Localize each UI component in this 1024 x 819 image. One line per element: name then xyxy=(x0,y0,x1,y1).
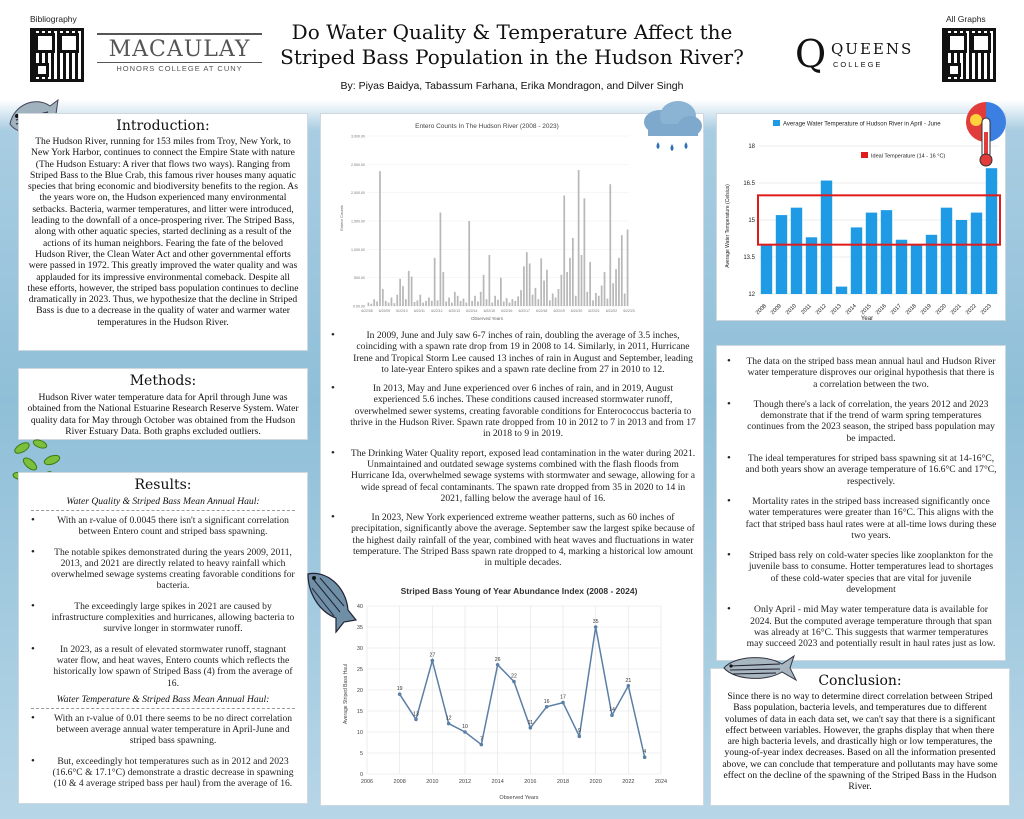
entero-bar xyxy=(578,170,580,306)
results-subheading-water-quality: Water Quality & Striped Bass Mean Annual Haul: xyxy=(66,496,260,507)
entero-bar xyxy=(558,289,560,306)
entero-count-chart xyxy=(337,118,637,324)
entero-bar xyxy=(512,299,514,306)
list-item: • But, exceedingly hot temperatures such as in 2012 and 2023 (16.6°C & 17.1°C) demonstrate a drastic decrease in spawning (10 & 4 average striped bass per haul) from the average of 16. xyxy=(21,756,305,790)
divider xyxy=(31,708,295,709)
temp-x-tick-label: 2016 xyxy=(874,303,888,317)
temp-bar xyxy=(761,245,772,294)
entero-bar xyxy=(532,295,534,306)
entero-x-tick-label: 6/22/10 xyxy=(396,309,408,313)
bass-x-tick-label: 2018 xyxy=(556,779,570,785)
entero-bar xyxy=(480,292,482,306)
entero-bar xyxy=(506,298,508,306)
entero-bar xyxy=(612,283,614,306)
entero-x-tick-label: 6/22/23 xyxy=(623,309,635,313)
queens-college-logo xyxy=(795,32,935,76)
entero-bar xyxy=(595,293,597,306)
entero-x-tick-label: 6/22/22 xyxy=(605,309,618,313)
entero-bar xyxy=(569,258,571,306)
list-item: • The data on the striped bass mean annual haul and Hudson River water temperature disproves our original hypothesis that there is a correlation between the two. xyxy=(717,356,1005,390)
middle-findings-list xyxy=(321,330,705,577)
entero-y-tick-label: 0.00.00 xyxy=(353,304,365,309)
bass-data-point xyxy=(496,663,500,667)
ideal-legend-swatch xyxy=(861,152,868,158)
bass-x-tick-label: 2014 xyxy=(491,779,504,785)
methods-panel xyxy=(18,368,308,440)
temp-x-tick-label: 2009 xyxy=(769,303,783,317)
bass-data-label: 9 xyxy=(577,728,581,735)
entero-bar xyxy=(491,303,493,306)
entero-bar xyxy=(509,303,511,306)
bass-data-point xyxy=(627,684,631,688)
entero-bar xyxy=(618,258,620,306)
introduction-panel xyxy=(18,113,308,351)
entero-bar xyxy=(414,302,416,306)
header xyxy=(0,0,1024,100)
entero-bar xyxy=(385,301,387,306)
conclusion-text: Since there is no way to determine direct correlation between Striped Bass population, bacteria levels, and temperatures due to different volumes of data in each data set, we can't say that there is a significant effect between variables. However, the graphs display that when there are high bacteria levels, and drastically high or low temperatures, the young-of-year index decreases. Based on all the information presented above, we can conclude that temperature and pollutants may have some effect on the decline of the spawning of the Striped Bass in the Hudson River. xyxy=(722,691,998,793)
queens-logo-name: QUEENS xyxy=(831,40,914,58)
entero-bar xyxy=(465,303,467,306)
entero-bar xyxy=(604,272,606,306)
entero-y-tick-label: 1,500.00 xyxy=(351,219,365,224)
entero-bar xyxy=(368,303,370,306)
all-graphs-qr-code[interactable] xyxy=(942,28,996,82)
entero-bar xyxy=(425,301,427,306)
entero-bar xyxy=(399,279,401,306)
temp-x-tick-label: 2017 xyxy=(889,303,903,317)
entero-x-tick-label: 6/22/20 xyxy=(570,309,583,313)
entero-bar xyxy=(405,299,407,306)
temp-x-tick-label: 2022 xyxy=(964,303,978,317)
entero-bar xyxy=(621,235,623,306)
list-item: • With an r-value of 0.0045 there isn't a significant correlation between Entero count and striped bass spawning. xyxy=(21,515,305,538)
bass-data-label: 14 xyxy=(609,707,615,714)
entero-x-tick-label: 6/22/13 xyxy=(448,309,460,313)
entero-bar xyxy=(581,255,583,306)
entero-bar xyxy=(615,269,617,306)
entero-bar xyxy=(393,303,395,306)
bass-data-point xyxy=(643,755,647,759)
entero-bar xyxy=(572,238,574,306)
bass-data-label: 35 xyxy=(592,619,599,625)
bass-data-label: 16 xyxy=(543,698,550,705)
entero-x-tick-label: 6/22/15 xyxy=(483,309,495,313)
bass-x-tick-label: 2022 xyxy=(622,779,635,785)
bass-data-label: 11 xyxy=(527,719,534,726)
bass-y-tick-label: 0 xyxy=(359,772,363,778)
bass-data-point xyxy=(463,730,467,734)
entero-bar xyxy=(609,184,611,306)
entero-bar xyxy=(560,275,562,306)
temp-y-tick-label: 13.5 xyxy=(743,255,755,261)
bass-data-label: 17 xyxy=(560,694,566,701)
entero-bar xyxy=(376,301,378,306)
temp-bar xyxy=(986,168,997,294)
entero-bar xyxy=(454,292,456,306)
temp-x-tick-label: 2008 xyxy=(754,303,768,317)
bass-data-label: 4 xyxy=(643,749,647,756)
temp-bar xyxy=(896,240,907,294)
bass-data-label: 10 xyxy=(462,724,468,730)
entero-bar xyxy=(575,296,577,306)
methods-heading: Methods: xyxy=(129,373,197,389)
rain-cloud-icon xyxy=(638,96,706,156)
list-item: • In 2023, New York experienced extreme weather patterns, such as 60 inches of precipitation, significantly above the average. September saw the largest spike because of the highest daily rainfall of the year, combined with heat waves and fluctuations in water temperature. The Striped Bass spawn rate dropped to 4, marking a historical low amount in multiple decades. xyxy=(321,512,705,568)
temp-x-tick-label: 2011 xyxy=(800,303,813,316)
entero-bar xyxy=(537,299,539,306)
entero-x-tick-label: 6/22/11 xyxy=(413,309,425,313)
entero-x-tick-label: 6/22/16 xyxy=(501,309,513,313)
entero-bar xyxy=(417,300,419,306)
entero-bar xyxy=(396,295,398,306)
macaulay-logo xyxy=(97,33,262,77)
entero-bar xyxy=(451,303,453,306)
bass-x-tick-label: 2024 xyxy=(654,779,668,785)
temp-y-tick-label: 15 xyxy=(748,218,755,224)
entero-x-tick-label: 6/22/17 xyxy=(518,309,530,313)
entero-bar xyxy=(437,300,439,306)
bass-y-tick-label: 35 xyxy=(356,625,363,631)
bass-data-point xyxy=(398,692,402,696)
entero-bar xyxy=(445,301,447,306)
entero-x-tick-label: 6/22/21 xyxy=(588,309,600,313)
entero-bar xyxy=(457,296,459,306)
list-item: • With an r-value of 0.01 there seems to be no direct correlation between average annual water temperature in April-June and striped bass spawning. xyxy=(21,713,305,747)
bass-data-point xyxy=(594,625,598,629)
entero-bar xyxy=(552,294,554,306)
list-item: • Striped bass rely on cold-water species like zooplankton for the juvenile bass to consume. Hotter temperatures lead to shortages of these cold-water species that are vital for juvenile development xyxy=(717,550,1005,595)
temp-chart-xlabel: Year xyxy=(860,316,874,322)
temp-x-tick-label: 2013 xyxy=(829,303,843,317)
bass-x-tick-label: 2016 xyxy=(524,779,537,785)
bass-data-point xyxy=(545,705,549,709)
entero-bar xyxy=(494,296,496,306)
entero-bar xyxy=(566,272,568,306)
entero-bar xyxy=(431,301,433,306)
bass-data-point xyxy=(578,734,582,738)
bass-y-tick-label: 40 xyxy=(356,604,363,610)
entero-bar xyxy=(402,286,404,306)
bass-y-tick-label: 30 xyxy=(356,646,363,652)
temp-x-tick-label: 2014 xyxy=(844,303,858,317)
divider xyxy=(31,510,295,511)
conclusion-heading: Conclusion: xyxy=(818,673,902,689)
bibliography-label: Bibliography xyxy=(30,14,77,24)
entero-bar xyxy=(586,292,588,306)
entero-bar xyxy=(514,301,516,306)
bass-x-tick-label: 2008 xyxy=(393,779,406,785)
list-item: • The notable spikes demonstrated during the years 2009, 2011, 2013, and 2021 are directly related to heavy rainfall which overwhelmed sewage systems creating favorable conditions for bacteria. xyxy=(21,547,305,592)
temp-x-tick-label: 2018 xyxy=(904,303,918,317)
entero-bar xyxy=(440,213,442,307)
macaulay-logo-sub: HONORS COLLEGE AT CUNY xyxy=(97,62,262,73)
entero-bar xyxy=(546,270,548,306)
temp-bar xyxy=(941,208,952,294)
list-item: • Mortality rates in the striped bass increased significantly once water temperatures were greater than 16°C. This aligns with the fact that striped bass haul rates were at all-time lows during these two years. xyxy=(717,496,1005,541)
title-line-2: Striped Bass Population in the Hudson River? xyxy=(280,45,744,69)
entero-bar xyxy=(411,277,413,306)
bass-x-tick-label: 2010 xyxy=(426,779,439,785)
temp-x-tick-label: 2023 xyxy=(979,303,993,317)
temp-y-tick-label: 18 xyxy=(748,144,755,150)
discussion-panel xyxy=(716,345,1006,661)
bass-y-tick-label: 25 xyxy=(356,667,363,673)
entero-bar xyxy=(468,221,470,306)
entero-bar xyxy=(549,300,551,306)
temp-bar xyxy=(911,245,922,294)
entero-x-tick-label: 6/22/19 xyxy=(553,309,565,313)
entero-bar xyxy=(500,278,502,306)
entero-bar xyxy=(520,290,522,306)
entero-bar xyxy=(442,272,444,306)
bass-data-point xyxy=(561,701,565,705)
entero-bar xyxy=(388,303,390,306)
striped-bass-abundance-chart xyxy=(339,584,689,802)
entero-y-tick-label: 1,000.00 xyxy=(351,247,365,252)
queens-logo-college: COLLEGE xyxy=(833,60,883,69)
entero-bar xyxy=(529,264,531,307)
bass-data-label: 22 xyxy=(511,673,517,680)
entero-bar xyxy=(382,289,384,306)
temp-x-tick-label: 2019 xyxy=(919,303,933,317)
introduction-heading: Introduction: xyxy=(116,118,210,134)
list-item: • Only April - mid May water temperature data is available for 2024. But the computed average temperature through that span was already at 16°C. This suggests that warmer temperatures may succeed 2023 and potentially result in haul rates just as low. xyxy=(717,604,1005,649)
temp-legend-label: Average Water Temperature of Hudson River in April - June xyxy=(783,121,941,128)
entero-bar xyxy=(503,301,505,306)
entero-x-tick-label: 6/22/18 xyxy=(536,309,548,313)
temp-x-tick-label: 2015 xyxy=(859,303,873,317)
discussion-list xyxy=(717,356,1005,650)
entero-bar xyxy=(391,298,393,307)
bass-data-point xyxy=(610,713,614,717)
entero-bar xyxy=(563,196,565,307)
bass-data-point xyxy=(512,680,516,684)
bass-y-tick-label: 10 xyxy=(356,730,363,736)
list-item: • In 2023, as a result of elevated stormwater runoff, stagnant water flow, and heat waves, Entero counts which reflects the historically low spawn of Striped Bass (4) from the average of 16. xyxy=(21,644,305,689)
temp-bar xyxy=(836,287,847,294)
entero-y-tick-label: 500.00 xyxy=(354,276,365,281)
entero-bar xyxy=(373,299,375,306)
entero-bar xyxy=(419,295,421,306)
list-item: • Though there's a lack of correlation, the years 2012 and 2023 demonstrate that if the trend of warm spring temperatures continues from the 2023 season, the striped bass population may be impacted. xyxy=(717,399,1005,444)
list-item: • The exceedingly large spikes in 2021 are caused by infrastructure complexities and hurricanes, allowing bacteria to survive longer in stormwater runoff. xyxy=(21,601,305,635)
entero-x-tick-label: 6/22/14 xyxy=(466,309,478,313)
conclusion-panel xyxy=(710,668,1010,806)
middle-panel xyxy=(320,113,704,806)
bass-data-label: 12 xyxy=(445,715,452,722)
bass-data-label: 21 xyxy=(625,677,632,684)
title-line-1: Do Water Quality & Temperature Affect the xyxy=(291,20,733,44)
bass-data-label: 19 xyxy=(396,686,403,693)
entero-bar xyxy=(488,255,490,306)
results-water-temperature-list xyxy=(21,713,305,790)
entero-bar xyxy=(627,230,629,307)
temp-chart-ylabel: Average Water Temperature (Celsius) xyxy=(725,184,731,268)
entero-bar xyxy=(526,252,528,306)
bass-series-line xyxy=(400,627,645,757)
entero-chart-title: Entero Counts In The Hudson River (2008 - 2023) xyxy=(415,123,559,130)
entero-bar xyxy=(471,301,473,306)
entero-bar xyxy=(607,299,609,306)
entero-bar xyxy=(540,258,542,306)
thermometer-icon xyxy=(962,98,1010,170)
temp-bar xyxy=(956,220,967,294)
temp-bar xyxy=(851,227,862,294)
temp-bar xyxy=(881,210,892,294)
bass-data-label: 26 xyxy=(494,656,501,663)
entero-bar xyxy=(448,298,450,307)
entero-bar xyxy=(535,288,537,306)
entero-bar xyxy=(523,266,525,306)
entero-bar xyxy=(428,298,430,307)
bass-chart-ylabel: Average Striped Bass Haul xyxy=(343,664,349,724)
entero-bar xyxy=(434,258,436,306)
entero-bar xyxy=(486,299,488,306)
entero-bar xyxy=(592,300,594,306)
temp-y-tick-label: 12 xyxy=(748,292,755,298)
bass-data-label: 27 xyxy=(429,652,436,659)
temp-x-tick-label: 2021 xyxy=(949,303,963,317)
macaulay-logo-name: MACAULAY xyxy=(108,37,251,62)
bass-x-tick-label: 2012 xyxy=(458,779,472,785)
list-item: • The ideal temperatures for striped bass spawning sit at 14-16°C, and both years show an average temperature of 16.6°C and 17°C, respectively. xyxy=(717,453,1005,487)
entero-x-tick-label: 6/22/12 xyxy=(431,309,443,313)
entero-bar xyxy=(543,281,545,307)
entero-bar xyxy=(408,271,410,306)
entero-bar xyxy=(555,298,557,307)
results-panel xyxy=(18,472,308,804)
introduction-text: The Hudson River, running for 153 miles from Troy, New York, to New York Harbor, continues to connect the Empire State with nature (The Hudson Estuary: A river that flows two ways). Ranging from Striped Bass to the Blue Crab, this famous river houses many aquatic species that bring economic and biodiversity benefits to the region. As the years wore on, the Hudson experienced many environmental setbacks. Bacteria, warmer temperatures, and litter were introduced, leading to the downfall of a once-prospering river. The Striped Bass, along with other aquatic species, started declining as a result of the actions of its human neighbors. Fearing the fate of the beloved Hudson River, the Clean Water Act and other governmental efforts were passed in 1972. This greatly improved the water quality and was applauded for its impressive environmental comeback. Despite all these efforts, however, the striped bass population continues to decline dramatically in 2023. Thus, we hypothesize that the decline in Striped Bass is due to a decrease in the quality of water and warmer water temperatures in the Hudson River. xyxy=(27,136,299,328)
results-water-quality-list xyxy=(21,515,305,689)
jumping-bass-icon xyxy=(296,566,360,638)
entero-bar xyxy=(624,294,626,306)
bass-chart-title: Striped Bass Young of Year Abundance Index (2008 - 2024) xyxy=(400,586,638,596)
entero-bar xyxy=(589,262,591,306)
entero-y-tick-label: 2,000.00 xyxy=(351,191,365,196)
bass-data-point xyxy=(480,743,484,747)
bass-y-tick-label: 20 xyxy=(356,688,363,694)
authors: By: Piyas Baidya, Tabassum Farhana, Erika Mondragon, and Dilver Singh xyxy=(340,80,684,92)
entero-bar xyxy=(517,296,519,306)
ideal-legend-label: Ideal Temperature (14 - 16 °C) xyxy=(871,153,946,160)
entero-bar xyxy=(474,296,476,306)
entero-x-tick-label: 6/22/09 xyxy=(378,309,391,313)
entero-chart-xlabel: Observed Years xyxy=(470,316,504,321)
entero-bar xyxy=(463,299,465,306)
entero-chart-ylabel: Entero Counts xyxy=(339,205,344,231)
entero-bar xyxy=(483,275,485,306)
entero-bar xyxy=(497,300,499,306)
results-heading: Results: xyxy=(134,477,192,493)
bass-data-point xyxy=(414,718,418,722)
temp-bar xyxy=(971,213,982,294)
temp-bar xyxy=(821,181,832,294)
temp-y-tick-label: 16.5 xyxy=(743,181,755,187)
entero-bar xyxy=(477,301,479,306)
temp-x-tick-label: 2010 xyxy=(784,303,798,317)
temp-bar xyxy=(776,215,787,294)
poster-title xyxy=(262,20,762,70)
entero-bar xyxy=(584,198,586,306)
queens-logo-letter: Q xyxy=(795,32,827,76)
list-item: • The Drinking Water Quality report, exposed lead contamination in the water during 2021. Unmaintained and outdated sewage systems combined with the flash floods from Hurricane Ida, overwhelmed sewage systems with stormwater and sewage, allowing for a wide spread of fecal contaminants. The spawn rate dropped from 35 in 2020 to 14 in 2021, falling below the average haul of 16. xyxy=(321,448,705,504)
bass-data-point xyxy=(529,726,533,730)
temp-x-tick-label: 2012 xyxy=(814,303,828,317)
entero-bar xyxy=(598,296,600,306)
temp-bar xyxy=(791,208,802,294)
bass-y-tick-label: 15 xyxy=(356,709,363,715)
entero-y-tick-label: 2,500.00 xyxy=(351,162,365,167)
temp-legend-swatch xyxy=(773,120,780,126)
temp-bar xyxy=(866,213,877,294)
bass-data-point xyxy=(431,659,435,663)
bibliography-qr-code[interactable] xyxy=(30,28,84,82)
entero-bar xyxy=(422,303,424,306)
entero-y-tick-label: 3,000.00 xyxy=(351,134,365,139)
bass-x-tick-label: 2006 xyxy=(360,779,374,785)
bass-x-tick-label: 2020 xyxy=(589,779,602,785)
methods-text: Hudson River water temperature data for April through June was obtained from the National Estuarine Research Reserve System. Water quality data for May through October was obtained from the Hudson River Estuary Data. Both graphs excluded outliers. xyxy=(27,392,299,437)
temp-bar xyxy=(806,237,817,294)
temp-x-tick-label: 2020 xyxy=(934,303,948,317)
list-item: • In 2013, May and June experienced over 6 inches of rain, and in 2019, August experienced 5.6 inches. These conditions caused increased stormwater runoff, overwhelmed sewer systems, creating favorable conditions for Enterococcus bacteria to thrive in the Hudson River. Spawn rate dropped from 10 in 2012 to 7 in 2013 and from 17 in 2018 to 9 in 2019. xyxy=(321,383,705,439)
entero-bar xyxy=(379,171,381,306)
entero-bar xyxy=(601,286,603,306)
all-graphs-label: All Graphs xyxy=(946,14,986,24)
striped-bass-conclusion-icon xyxy=(720,652,798,682)
entero-bar xyxy=(460,301,462,306)
bass-data-point xyxy=(447,722,451,726)
list-item: • In 2009, June and July saw 6-7 inches of rain, doubling the average of 3.5 inches, coinciding with a spawn rate drop from 19 in 2008 to 14. Similarly, in 2011, Hurricane Irene and Tropical Storm Lee caused 13 inches of rain in August and September, leading to late-year Entero spikes and a spawn rate decline from 27 in 2010 to 12. xyxy=(321,330,705,375)
bass-data-label: 7 xyxy=(479,736,483,743)
bass-data-label: 13 xyxy=(413,711,419,718)
bass-chart-xlabel: Observed Years xyxy=(499,795,539,801)
bass-y-tick-label: 5 xyxy=(359,751,363,757)
results-subheading-water-temperature: Water Temperature & Striped Bass Mean Annual Haul: xyxy=(56,693,270,705)
entero-x-tick-label: 6/22/08 xyxy=(361,309,373,313)
entero-bar xyxy=(370,304,372,306)
